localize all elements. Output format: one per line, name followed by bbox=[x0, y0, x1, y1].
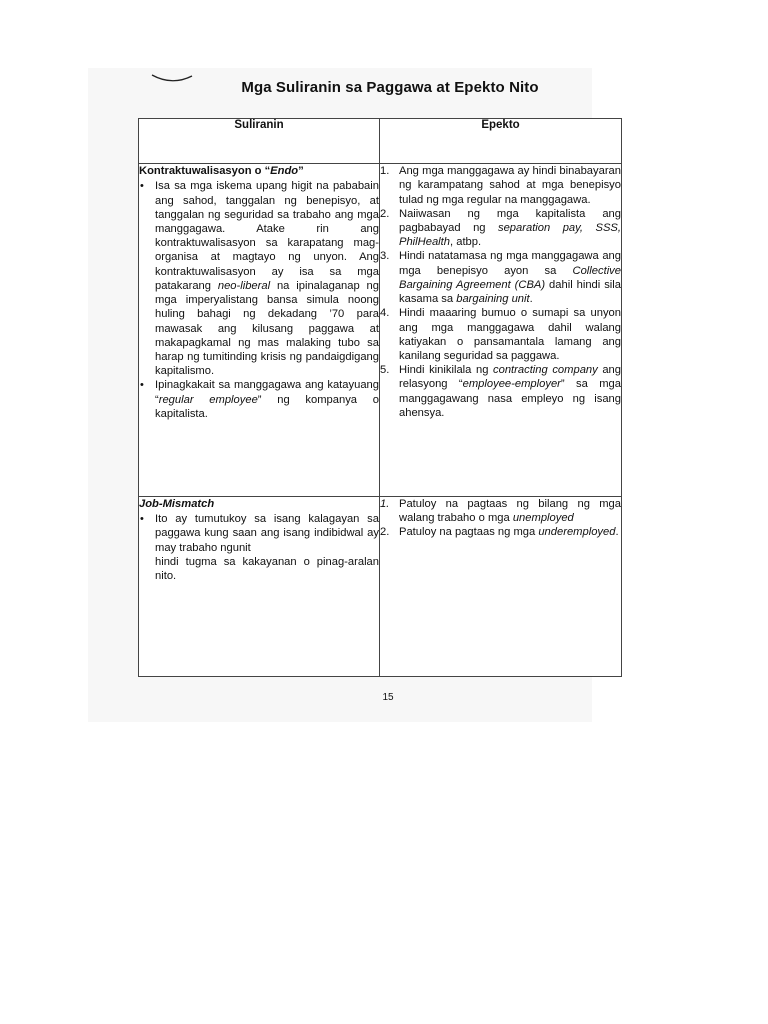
problem-cell-job-mismatch bbox=[139, 496, 380, 676]
effect-cell-endo bbox=[380, 164, 622, 497]
list-item: 3. Hindi natatamasa ng mga manggagawa ang mga benepisyo ayon sa Collective Bargaining Agreement (CBA) dahil hindi sila kasama sa bargaining unit. bbox=[380, 250, 621, 306]
list-item: 2. Patuloy na pagtaas ng mga underemployed. bbox=[380, 526, 619, 539]
problem-title: Job-Mismatch bbox=[139, 497, 215, 510]
column-header-epekto: Epekto bbox=[380, 119, 622, 164]
table-row bbox=[139, 496, 622, 676]
page-title: Mga Suliranin sa Paggawa at Epekto Nito bbox=[241, 79, 539, 96]
list-item: • Ipinagkakait sa manggagawa ang katayuang “regular employee” ng kompanya o kapitalista. bbox=[139, 378, 379, 421]
list-item: 4. Hindi maaaring bumuo o sumapi sa unyon ang mga manggagawa dahil walang katiyakan o pansamantala lamang ang kanilang seguridad sa paggawa. bbox=[380, 307, 621, 362]
problem-cell-endo bbox=[139, 164, 380, 497]
effect-cell-job-mismatch bbox=[380, 496, 622, 676]
list-item: • Ito ay tumutukoy sa isang kalagayan sa paggawa kung saan ang isang indibidwal ay may trabaho ngunit hindi tugma sa kakayanan o pinag-aralan nito. bbox=[139, 512, 379, 583]
problem-bullet-list bbox=[139, 512, 379, 583]
list-item: 5. Hindi kinikilala ng contracting company ang relasyong “employee-employer” sa mga manggagawang nasa empleyo ng isang ahensya. bbox=[380, 364, 621, 419]
column-header-suliranin: Suliranin bbox=[139, 119, 380, 164]
list-item: • Isa sa mga iskema upang higit na pababain ang sahod, tanggalan ng benepisyo, at tanggalan ng seguridad sa trabaho ang mga manggagawa. Atake rin ang kontraktuwalisasyon sa karapatang mag-organisa at magtayo ng unyon. Ang kontraktuwalisasyon ay isa sa mga patakarang neo-liberal na ipinalaganap ng mga imperyalistang bansa simula noong huling bahagi ng dekadang ’70 para mawasak ang kilusang paggawa at makapagkamal ng mas malaking tubo sa harap ng tumitinding krisis ng pandaigdigang kapitalismo. bbox=[139, 179, 379, 378]
table-header-row bbox=[139, 119, 622, 164]
effect-numbered-list bbox=[380, 164, 621, 420]
list-item: 2. Naiiwasan ng mga kapitalista ang pagbabayad ng separation pay, SSS, PhilHealth, atbp. bbox=[380, 207, 621, 249]
problem-title: Kontraktuwalisasyon o “Endo” bbox=[139, 165, 304, 178]
problems-effects-table bbox=[138, 118, 622, 677]
problem-bullet-list bbox=[139, 179, 379, 420]
list-item: 1. Ang mga manggagawa ay hindi binabayaran ng karampatang sahod at mga benepisyo tulad ng mga regular na manggagawa. bbox=[380, 165, 621, 206]
list-item: 1. Patuloy na pagtaas ng bilang ng mga walang trabaho o mga unemployed bbox=[380, 497, 621, 525]
effect-numbered-list bbox=[380, 497, 621, 540]
page-number: 15 bbox=[382, 692, 394, 703]
table-row bbox=[139, 164, 622, 497]
